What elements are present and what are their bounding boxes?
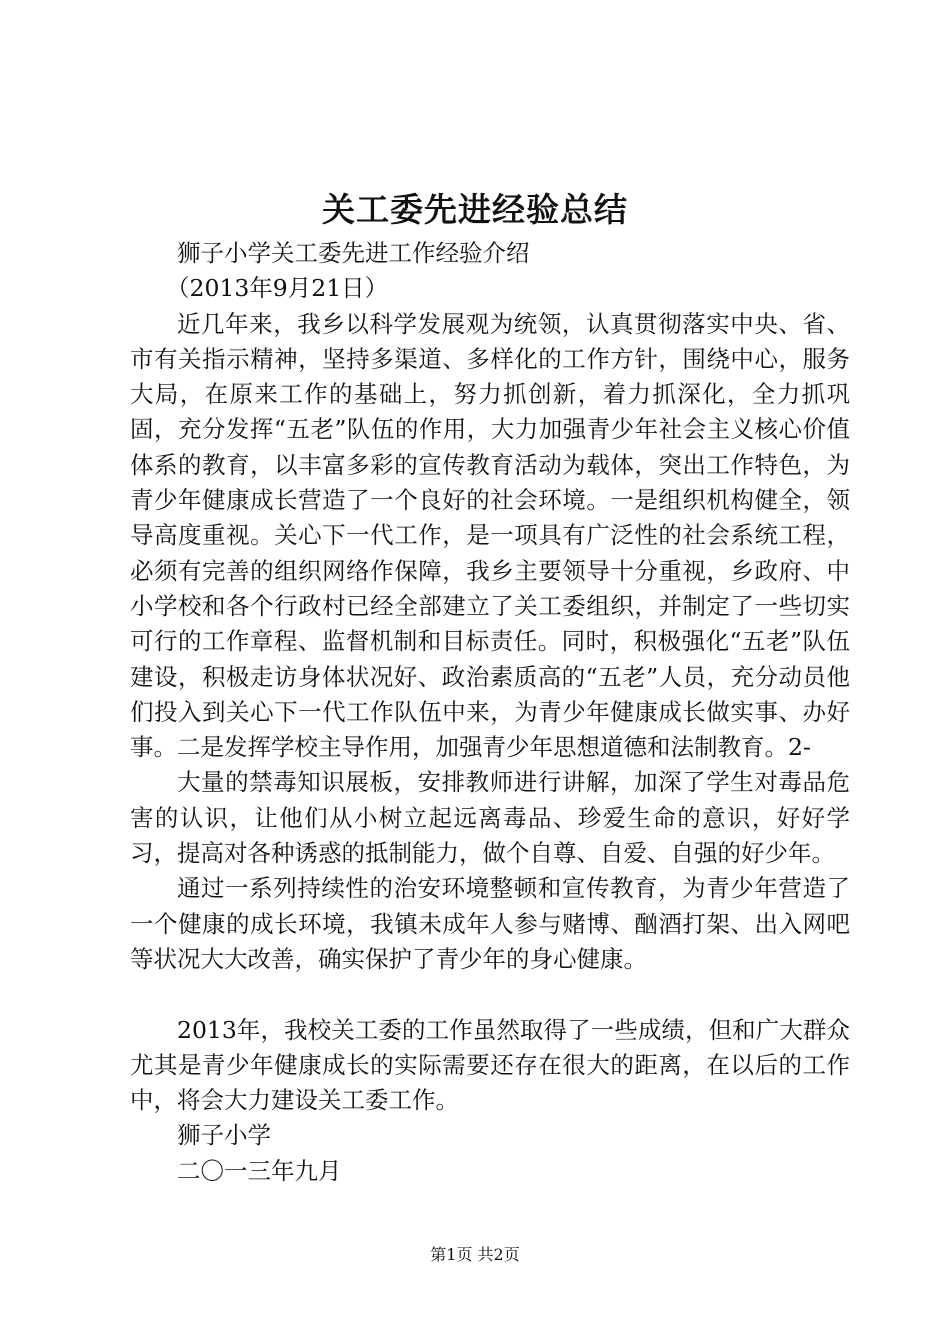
paragraph-conclusion: 2013年，我校关工委的工作虽然取得了一些成绩，但和广大群众尤其是青少年健康成长的实际需要还存在很大的距离，在以后的工作中，将会大力建设关工委工作。 — [130, 1015, 850, 1115]
paragraph-intro: 近几年来，我乡以科学发展观为统领，认真贯彻落实中央、省、市有关指示精神，坚持多渠道、多样化的工作方针，围绕中心，服务大局，在原来工作的基础上，努力抓创新，着力抓深化，全力抓巩固，充分发挥“五老”队伍的作用，大力加强青少年社会主义核心价值体系的教育，以丰富多彩的宣传教育活动为载体，突出工作特色，为青少年健康成长营造了一个良好的社会环境。一是组织机构健全，领导高度重视。关心下一代工作，是一项具有广泛性的社会系统工程，必须有完善的组织网络作保障，我乡主要领导十分重视，乡政府、中小学校和各个行政村已经全部建立了关工委组织，并制定了一些切实可行的工作章程、监督机制和目标责任。同时，积极强化“五老”队伍建设，积极走访身体状况好、政治素质高的“五老”人员，充分动员他们投入到关心下一代工作队伍中来，为青少年健康成长做实事、办好事。二是发挥学校主导作用，加强青少年思想道德和法制教育。2- — [130, 309, 850, 762]
paragraph-environment: 通过一系列持续性的治安环境整顿和宣传教育，为青少年营造了一个健康的成长环境，我镇未成年人参与赌博、酗酒打架、出入网吧等状况大大改善，确实保护了青少年的身心健康。 — [130, 874, 850, 973]
signature-organization: 狮子小学 — [177, 1121, 271, 1150]
document-body — [130, 236, 850, 1189]
signature-date: 二〇一三年九月 — [177, 1156, 342, 1185]
document-title: 关工委先进经验总结 — [322, 190, 628, 229]
document-subtitle: 狮子小学关工委先进工作经验介绍 — [177, 239, 530, 267]
paragraph-drug-education: 大量的禁毒知识展板，安排教师进行讲解，加深了学生对毒品危害的认识，让他们从小树立起远离毒品、珍爱生命的意识，好好学习，提高对各种诱惑的抵制能力，做个自尊、自爱、自强的好少年。 — [130, 768, 850, 868]
page-footer: 第1页 共2页 — [430, 1245, 520, 1264]
document-date: （2013年9月21日） — [166, 274, 389, 303]
blank-line — [130, 977, 850, 1012]
